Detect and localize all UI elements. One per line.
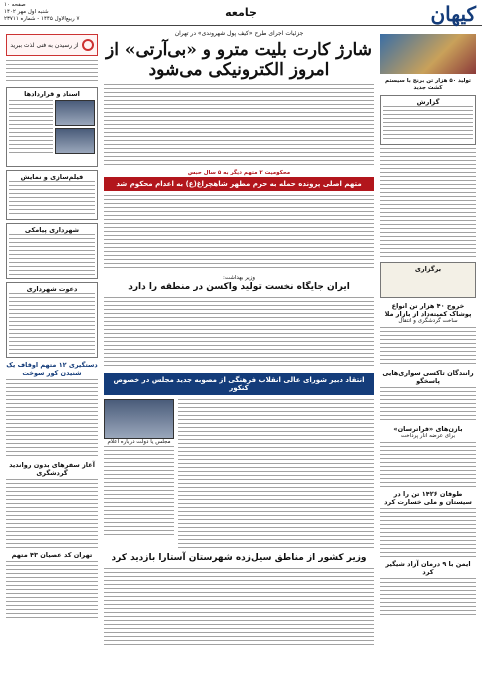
brief-text bbox=[383, 106, 473, 142]
media-box bbox=[6, 87, 98, 167]
photo-caption: تولید ۵۰ هزار تن برنج با سیستم کشت جدید bbox=[385, 78, 471, 91]
right-column bbox=[380, 78, 476, 695]
left-box-3-text bbox=[9, 234, 95, 276]
right-item-2[interactable]: رانندگان تاکسی سواری‌هایی پاسخگو bbox=[382, 369, 474, 385]
left-text-2 bbox=[6, 379, 98, 459]
left-item-1[interactable]: آغاز سفرهای بدون رواندید گردشگری bbox=[9, 461, 95, 477]
left-item-2[interactable]: تهران کد عصیان ۴۳ متهم bbox=[11, 551, 93, 559]
issue-info bbox=[4, 2, 79, 23]
main-column bbox=[104, 84, 374, 695]
issue-number: ۷ ربیع‌الاول ۱۴۴۵ - شماره ۲۳۷۱۱ bbox=[4, 16, 80, 22]
right-text-6 bbox=[380, 578, 476, 618]
media-text-1 bbox=[9, 100, 53, 126]
right-text-2 bbox=[380, 327, 476, 367]
left-box-4-title: دعوت شهرداری bbox=[26, 285, 78, 293]
brief-title: گزارش bbox=[416, 98, 440, 106]
left-item-0[interactable]: دستگیری ۱۲ متهم اوقاف یک شنیدن کور سوخت bbox=[6, 361, 98, 377]
story2-kicker: وزیر بهداشت: bbox=[223, 275, 255, 281]
advertisement[interactable] bbox=[6, 34, 98, 56]
note-box bbox=[380, 262, 476, 298]
story1-body bbox=[104, 195, 374, 271]
left-box-4 bbox=[6, 282, 98, 358]
ad-logo-icon bbox=[82, 39, 94, 51]
right-text-3 bbox=[380, 387, 476, 423]
red-banner-headline[interactable]: متهم اصلی پرونده حمله به حرم مطهر شاهچراغ(ع) به اعدام محکوم شد bbox=[104, 177, 374, 191]
left-text-4 bbox=[6, 561, 98, 621]
story4-headline[interactable]: وزیر کشور از مناطق سیل‌زده شهرستان آستارا بازدید کرد bbox=[111, 553, 367, 563]
red-kicker: محکومیت ۲ متهم دیگر به ۵ سال حبس bbox=[187, 170, 291, 176]
right-item-4: برای عرضه انار پرداخت bbox=[400, 433, 456, 439]
blue-banner-headline[interactable]: انتقاد دبیر شورای عالی انقلاب فرهنگی از مصوبه جدید مجلس در خصوص کنکور bbox=[104, 373, 374, 395]
right-text-5 bbox=[380, 508, 476, 558]
newspaper-logo: کیهان bbox=[430, 2, 476, 26]
left-box-2 bbox=[6, 170, 98, 220]
right-text-4 bbox=[380, 442, 476, 488]
right-item-1: ساخت گردشگری و انتقال bbox=[398, 318, 458, 324]
left-box-3 bbox=[6, 223, 98, 279]
story3-photo bbox=[104, 399, 174, 439]
media-box-title: اسناد و قراردادها bbox=[24, 90, 80, 98]
thumbnail-2[interactable] bbox=[55, 128, 95, 154]
ad-text: از رسیدن به فنی لذت ببرید bbox=[10, 41, 79, 49]
right-item-3[interactable]: بازن‌های «فراترسان» bbox=[393, 425, 463, 433]
left-column bbox=[6, 60, 98, 695]
story2-body bbox=[104, 297, 374, 369]
lead-body bbox=[104, 84, 374, 166]
masthead bbox=[0, 0, 482, 26]
story3-sidebar bbox=[104, 399, 174, 549]
right-item-6[interactable]: ایمن با ۹ درمان آزاد شیگیر کرد bbox=[385, 560, 471, 576]
right-item-5[interactable]: طوفان ۱۴۲۶ تن را در سیستان و ملی خسارت کرد bbox=[384, 490, 472, 506]
story3-caption: مجلس یا دولت درباره اعلام bbox=[107, 439, 171, 445]
issue-date: شنبه اول مهر ۱۴۰۲ bbox=[4, 9, 49, 15]
story4-body bbox=[104, 568, 374, 648]
page-number: صفحه ۱۰ bbox=[4, 2, 26, 8]
left-box-3-title: شهرداری پیامکی bbox=[24, 226, 80, 234]
lead-photo bbox=[380, 34, 476, 74]
brief-box bbox=[380, 95, 476, 145]
left-box-2-text bbox=[9, 181, 95, 217]
lead-supertitle: جزئیات اجرای طرح «کیف پول شهروندی» در تهران bbox=[174, 30, 304, 37]
media-text-2 bbox=[9, 128, 53, 154]
story3-body bbox=[178, 399, 374, 549]
left-text-1 bbox=[6, 60, 98, 84]
note-title: برگزاری bbox=[414, 265, 442, 273]
section-title: جامعه bbox=[225, 6, 257, 19]
right-text-1 bbox=[380, 148, 476, 258]
right-item-0[interactable]: خروج ۴۰ هزار تن انواع پوشاک کمیته‌داد از بازار ملا bbox=[384, 302, 472, 318]
story2-headline[interactable]: ایران جایگاه نخست تولید واکسن در منطقه را دارد bbox=[128, 282, 350, 292]
left-box-2-title: فیلم‌سازی و نمایش bbox=[20, 173, 84, 181]
story3-side-text bbox=[104, 446, 174, 536]
left-text-3 bbox=[6, 479, 98, 549]
lead-headline[interactable]: شارژ کارت بلیت مترو و «بی‌آرتی» از امروز الکترونیکی می‌شود bbox=[106, 40, 372, 80]
left-box-4-text bbox=[9, 293, 95, 355]
thumbnail-1[interactable] bbox=[55, 100, 95, 126]
